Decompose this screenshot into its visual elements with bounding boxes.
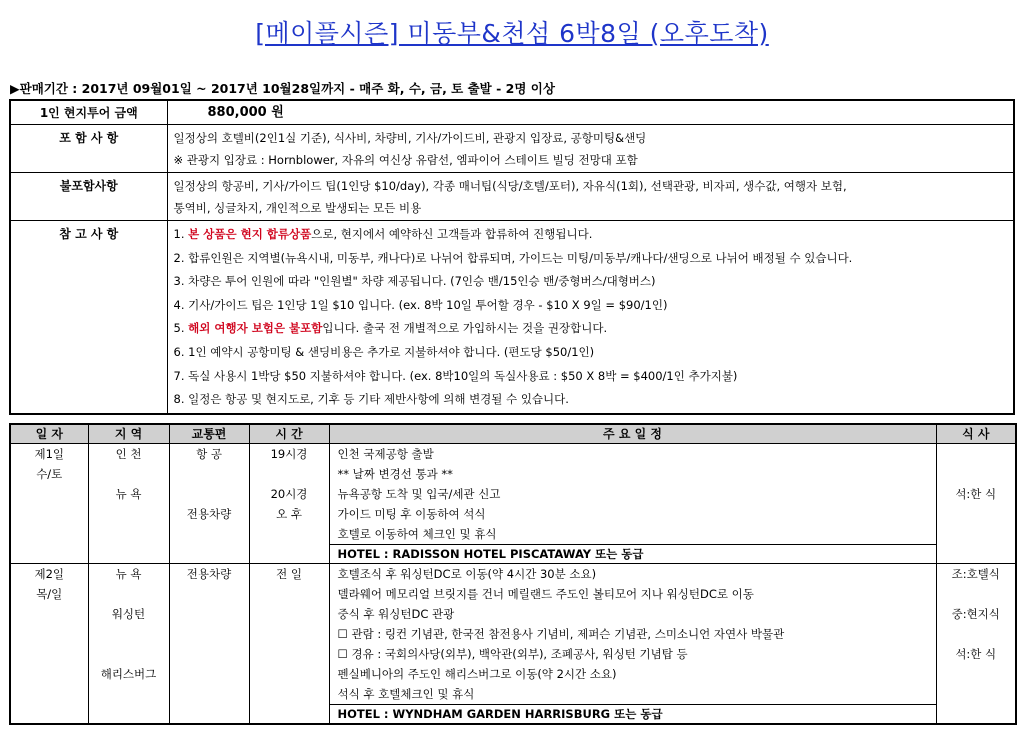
time: 20시경 [270,487,308,501]
schedule-table [9,423,1017,725]
note-line: 7. 독실 사용시 1박당 $50 지불하셔야 합니다. (ex. 8박10일의 독실사용료 : $50 X 8박 = $400/1인 추가지불) [173,368,738,383]
includes-line: 일정상의 호텔비(2인1실 기준), 식사비, 차량비, 기사/가이드비, 관광지 입장료, 공항미팅&샌딩 [173,131,647,145]
col-date: 일 자 [10,424,88,444]
notes-label: 참 고 사 항 [10,221,167,414]
note-line: 4. 기사/가이드 팁은 1인당 1일 $10 입니다. (ex. 8박 10일 투어할 경우 - $10 X 9일 = $90/1인) [173,297,668,312]
day-2-row [10,564,1016,725]
hotel-line: HOTEL : WYNDHAM GARDEN HARRISBURG 또는 동급 [330,704,936,723]
includes-row [10,125,1014,173]
time: 전 일 [276,567,302,581]
col-plan: 주 요 일 정 [329,424,936,444]
region: 워싱턴 [111,607,146,621]
day-of-week: 수/토 [36,467,63,481]
day-number: 제1일 [34,447,65,461]
region: 뉴 욕 [115,487,142,501]
includes-label: 포 함 사 항 [10,125,167,173]
plan-line: ** 날짜 변경선 통과 ** [337,467,453,481]
excludes-row [10,173,1014,221]
page-title: [메이플시즌] 미동부&천섬 6박8일 (오후도착) [255,19,769,48]
hotel-line: HOTEL : RADISSON HOTEL PISCATAWAY 또는 동급 [330,544,936,563]
day-of-week: 목/일 [36,587,63,601]
plan-line: 중식 후 워싱턴DC 관광 [337,607,455,621]
includes-line: ※ 관광지 입장료 : Hornblower, 자유의 여신상 유람선, 엠파이어 스테이트 빌딩 전망대 포함 [173,153,638,167]
meal: 석:한 식 [955,647,997,661]
note-line: 1. 본 상품은 현지 합류상품으로, 현지에서 예약하신 고객들과 합류하여 진행됩니다. [173,227,593,241]
region: 인 천 [115,447,142,461]
price-value: 880,000 원 [207,105,284,120]
plan-line: 석식 후 호텔체크인 및 휴식 [337,687,475,701]
meal: 조:호텔식 [951,567,1000,581]
plan-line: 호텔로 이동하여 체크인 및 휴식 [337,527,497,541]
col-region: 지 역 [88,424,169,444]
note-line: 2. 합류인원은 지역별(뉴욕시내, 미동부, 캐나다)로 나뉘어 합류되며, 가이드는 미팅/미동부/캐나다/샌딩으로 나뉘어 배정될 수 있습니다. [173,250,853,265]
col-transport: 교통편 [169,424,249,444]
time: 오 후 [276,507,302,521]
price-row [10,100,1014,125]
plan-line: ☐ 경유 : 국회의사당(외부), 백악관(외부), 조폐공사, 워싱턴 기념탑 등 [337,647,688,661]
excludes-label: 불포함사항 [10,173,167,221]
plan-line: 인천 국제공항 출발 [337,447,434,461]
note-line: 3. 차량은 투어 인원에 따라 "인원별" 차량 제공됩니다. (7인승 밴/15인승 밴/중형버스/대형버스) [173,274,656,289]
plan-line: 델라웨어 메모리얼 브릿지를 건너 메릴랜드 주도인 볼티모어 지나 워싱턴DC로 이동 [337,587,754,601]
transport: 전용차량 [186,567,232,581]
meal: 중:현지식 [951,607,1000,621]
info-table [9,99,1015,415]
plan-line: ☐ 관람 : 링컨 기념관, 한국전 참전용사 기념비, 제퍼슨 기념관, 스미소니언 자연사 박물관 [337,627,785,641]
col-meal: 식 사 [936,424,1016,444]
transport: 항 공 [196,447,222,461]
plan-line: 펜실베니아의 주도인 해리스버그로 이동(약 2시간 소요) [337,667,617,681]
excludes-line: 일정상의 항공비, 기사/가이드 팁(1인당 $10/day), 각종 매너팁(식당/호텔/포터), 자유식(1회), 선택관광, 비자피, 생수값, 여행자 보험, [173,179,847,193]
plan-line: 호텔조식 후 워싱턴DC로 이동(약 4시간 30분 소요) [337,567,597,581]
day-1-row [10,444,1016,564]
note-line: 5. 해외 여행자 보험은 불포함입니다. 출국 전 개별적으로 가입하시는 것을 권장합니다. [173,321,608,336]
excludes-line: 통역비, 싱글차지, 개인적으로 발생되는 모든 비용 [173,201,422,215]
day-number: 제2일 [34,567,65,581]
transport: 전용차량 [186,507,232,521]
region: 뉴 욕 [115,567,142,581]
note-line: 8. 일정은 항공 및 현지도로, 기후 등 기타 제반사항에 의해 변경될 수 있습니다. [173,392,569,407]
time: 19시경 [270,447,308,461]
region: 해리스버그 [100,667,157,681]
note-line: 6. 1인 예약시 공항미팅 & 샌딩비용은 추가로 지불하셔야 합니다. (편도당 $50/1인) [173,344,595,359]
col-time: 시 간 [249,424,329,444]
plan-line: 뉴욕공항 도착 및 입국/세관 신고 [337,487,501,501]
schedule-header [10,424,1016,444]
notes-row [10,221,1014,414]
price-label: 1인 현지투어 금액 [10,100,167,125]
sale-period: ▶판매기간 : 2017년 09월01일 ~ 2017년 10월28일까지 - 매주 화, 수, 금, 토 출발 - 2명 이상 [10,81,555,96]
plan-line: 가이드 미팅 후 이동하여 석식 [337,507,486,521]
meal: 석:한 식 [955,487,997,501]
